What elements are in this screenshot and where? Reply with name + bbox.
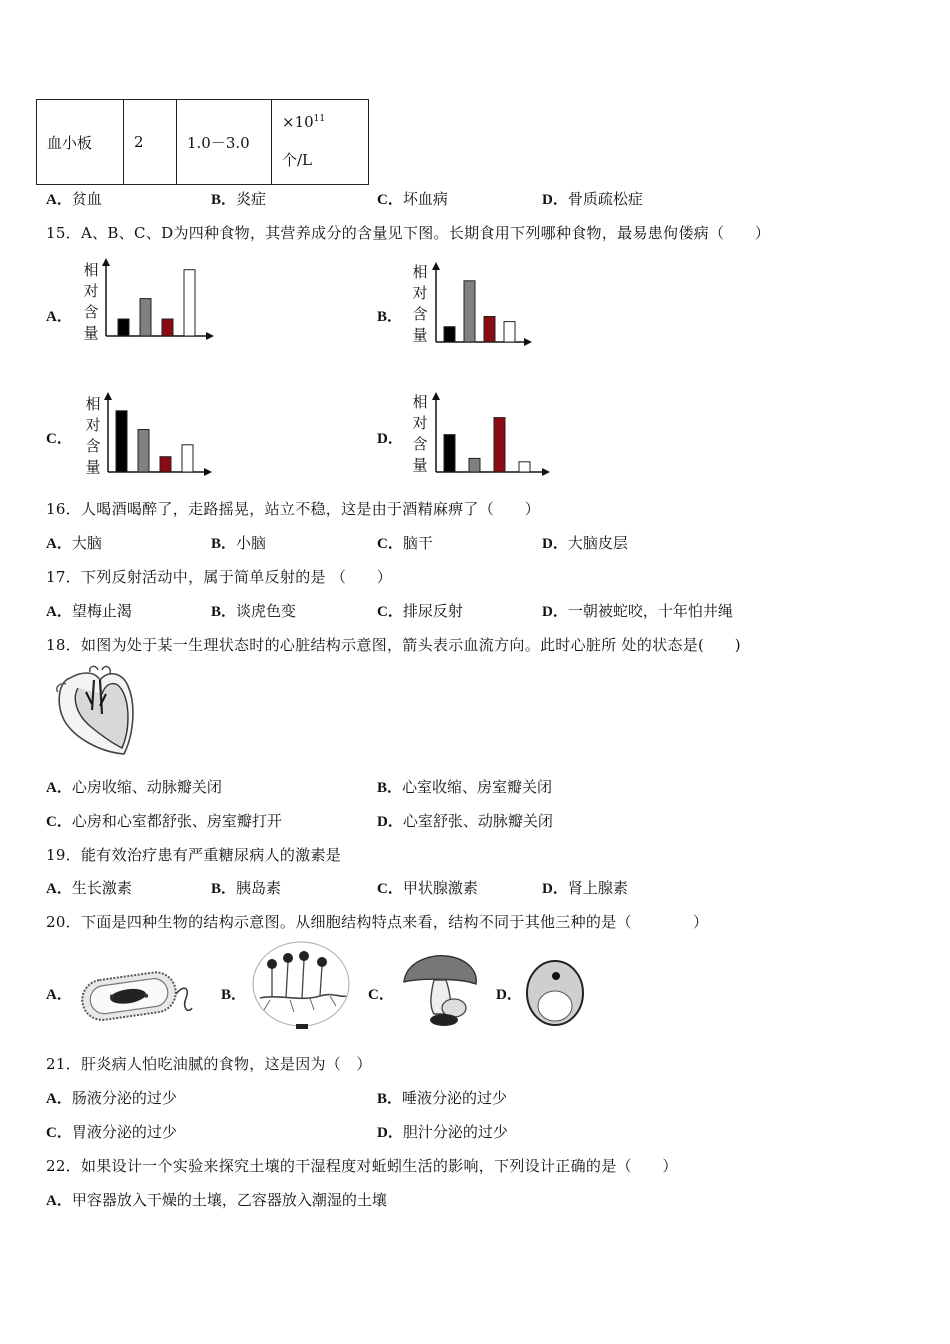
ylabel-char: 量 xyxy=(412,456,428,474)
heart-diagram xyxy=(50,664,138,756)
q21-option-a[interactable] xyxy=(46,1087,177,1108)
q19-stem: 19．能有效治疗患有严重糖尿病人的激素是 xyxy=(46,846,342,864)
q15-option-a-label[interactable]: A． xyxy=(46,309,72,325)
q14-option-b[interactable] xyxy=(211,188,266,209)
ylabel-char: 含 xyxy=(85,437,101,455)
q16-option-b[interactable] xyxy=(211,532,266,553)
table-row xyxy=(37,100,369,185)
y-axis-arrow xyxy=(432,392,440,400)
option-label: B． xyxy=(377,1091,403,1107)
bar xyxy=(118,319,129,336)
bar xyxy=(444,327,455,342)
q18-option-d[interactable] xyxy=(377,810,553,831)
option-label: D． xyxy=(542,536,568,552)
x-axis-arrow xyxy=(206,332,214,340)
ylabel-char: 对 xyxy=(83,282,99,300)
q17-option-a[interactable] xyxy=(46,600,132,621)
q15-option-d-label[interactable]: D． xyxy=(377,431,403,447)
q21-option-c[interactable] xyxy=(46,1121,177,1142)
q17-option-c[interactable] xyxy=(377,600,463,621)
option-label: C． xyxy=(377,192,403,208)
q16-option-c[interactable] xyxy=(377,532,433,553)
bar xyxy=(116,411,127,472)
ylabel-char: 含 xyxy=(412,435,428,453)
option-text: 谈虎色变 xyxy=(236,602,297,620)
option-text: 心室舒张、动脉瓣关闭 xyxy=(402,812,553,830)
option-text: 大脑皮层 xyxy=(567,534,628,552)
y-axis-arrow xyxy=(104,392,112,400)
q18-option-a[interactable] xyxy=(46,776,222,797)
option-text: 望梅止渴 xyxy=(71,602,132,620)
option-label: D． xyxy=(542,604,568,620)
option-label: C． xyxy=(377,604,403,620)
y-axis-arrow xyxy=(102,258,110,266)
unit-exp: 11 xyxy=(313,114,326,124)
option-text: 肾上腺素 xyxy=(567,879,628,897)
q22-stem: 22．如果设计一个实验来探究土壤的干湿程度对蚯蚓生活的影响，下列设计正确的是（ ） xyxy=(46,1157,678,1175)
option-text: 坏血病 xyxy=(402,190,448,208)
ylabel-char: 量 xyxy=(83,324,99,342)
ylabel-char: 相 xyxy=(83,261,99,279)
q20-option-a-label[interactable]: A． xyxy=(46,987,72,1003)
option-label: D． xyxy=(542,881,568,897)
option-label: D． xyxy=(377,814,403,830)
q16-option-d[interactable] xyxy=(542,532,628,553)
q15-stem: 15．A、B、C、D为四种食物，其营养成分的含量见下图。长期食用下列哪种食物，最易患佝偻病（ ） xyxy=(46,224,771,242)
option-label: A． xyxy=(46,1091,72,1107)
x-axis-arrow xyxy=(542,468,550,476)
q22-option-a[interactable] xyxy=(46,1189,387,1210)
mushroom-icon xyxy=(400,952,480,1028)
q21-option-d[interactable] xyxy=(377,1121,508,1142)
option-text: 心房和心室都舒张、房室瓣打开 xyxy=(71,812,282,830)
q18-option-b[interactable] xyxy=(377,776,552,797)
option-text: 炎症 xyxy=(236,190,267,208)
option-label: D． xyxy=(377,1125,403,1141)
chart-a-ylabel xyxy=(82,260,100,344)
ylabel-char: 量 xyxy=(412,326,428,344)
ylabel-char: 对 xyxy=(412,284,428,302)
option-text: 骨质疏松症 xyxy=(567,190,643,208)
bar xyxy=(182,445,193,472)
bar xyxy=(464,281,475,342)
q19-option-b[interactable] xyxy=(211,877,281,898)
chart-b-ylabel xyxy=(411,262,429,346)
q16-option-a[interactable] xyxy=(46,532,102,553)
option-text: 肠液分泌的过少 xyxy=(71,1089,177,1107)
q15-option-b-label[interactable]: B． xyxy=(377,309,403,325)
option-label: B． xyxy=(211,604,237,620)
cell-icon xyxy=(524,958,586,1028)
table-cell-name: 血小板 xyxy=(37,100,124,185)
bar xyxy=(140,299,151,336)
option-label: C． xyxy=(377,881,403,897)
bar xyxy=(519,462,530,472)
ylabel-char: 相 xyxy=(85,395,101,413)
option-text: 一朝被蛇咬，十年怕井绳 xyxy=(567,602,733,620)
bar xyxy=(184,270,195,336)
q17-stem: 17．下列反射活动中，属于简单反射的是 （ ） xyxy=(46,568,393,586)
chart-d xyxy=(432,392,550,476)
option-label: D． xyxy=(542,192,568,208)
q18-stem: 18．如图为处于某一生理状态时的心脏结构示意图，箭头表示血流方向。此时心脏所 处的状态是( ) xyxy=(46,636,741,654)
option-label: B． xyxy=(377,780,403,796)
bar xyxy=(494,418,505,472)
option-label: A． xyxy=(46,536,72,552)
ylabel-char: 相 xyxy=(412,263,428,281)
q19-option-d[interactable] xyxy=(542,877,628,898)
q15-option-c-label[interactable]: C． xyxy=(46,431,72,447)
bar xyxy=(138,430,149,473)
option-text: 小脑 xyxy=(236,534,267,552)
bar xyxy=(469,458,480,472)
option-text: 胆汁分泌的过少 xyxy=(402,1123,508,1141)
q14-option-d[interactable] xyxy=(542,188,643,209)
q20-option-b-label[interactable]: B． xyxy=(221,987,247,1003)
option-text: 心房收缩、动脉瓣关闭 xyxy=(71,778,222,796)
ylabel-char: 量 xyxy=(85,458,101,476)
table-cell-unit xyxy=(272,100,369,185)
option-label: A． xyxy=(46,780,72,796)
q21-option-b[interactable] xyxy=(377,1087,507,1108)
bar xyxy=(484,317,495,343)
q16-stem: 16．人喝酒喝醉了，走路摇晃，站立不稳，这是由于酒精麻痹了（ ） xyxy=(46,500,540,518)
q18-option-c[interactable] xyxy=(46,810,282,831)
option-text: 排尿反射 xyxy=(402,602,463,620)
bar xyxy=(504,322,515,342)
chart-a xyxy=(102,258,214,342)
q20-stem: 20．下面是四种生物的结构示意图。从细胞结构特点来看，结构不同于其他三种的是（ ） xyxy=(46,913,709,931)
ylabel-char: 对 xyxy=(85,416,101,434)
q21-stem: 21．肝炎病人怕吃油腻的食物，这是因为（ ） xyxy=(46,1055,372,1073)
q14-option-a[interactable] xyxy=(46,188,102,209)
option-label: B． xyxy=(211,881,237,897)
blood-cell-table xyxy=(36,99,369,185)
ylabel-char: 含 xyxy=(412,305,428,323)
unit-base: ×10 xyxy=(282,113,314,131)
ylabel-char: 相 xyxy=(412,393,428,411)
q19-option-a[interactable] xyxy=(46,877,132,898)
q14-option-c[interactable] xyxy=(377,188,448,209)
mold-icon xyxy=(250,940,352,1030)
q17-option-b[interactable] xyxy=(211,600,296,621)
option-label: C． xyxy=(46,1125,72,1141)
bacterium-icon xyxy=(76,964,194,1024)
q20-option-d-label[interactable]: D． xyxy=(496,987,522,1003)
bar xyxy=(162,319,173,336)
option-text: 大脑 xyxy=(71,534,102,552)
option-text: 唾液分泌的过少 xyxy=(402,1089,508,1107)
x-axis-arrow xyxy=(524,338,532,346)
option-label: A． xyxy=(46,881,72,897)
chart-d-ylabel xyxy=(411,392,429,476)
option-text: 生长激素 xyxy=(71,879,132,897)
option-label: B． xyxy=(211,192,237,208)
option-text: 贫血 xyxy=(71,190,102,208)
unit-per: 个/L xyxy=(282,151,313,169)
q20-option-c-label[interactable]: C． xyxy=(368,987,394,1003)
option-label: C． xyxy=(46,814,72,830)
option-label: C． xyxy=(377,536,403,552)
table-cell-range: 1.0－3.0 xyxy=(177,100,272,185)
ylabel-char: 对 xyxy=(412,414,428,432)
y-axis-arrow xyxy=(432,262,440,270)
option-text: 甲状腺激素 xyxy=(402,879,478,897)
bar xyxy=(444,435,455,472)
option-text: 胰岛素 xyxy=(236,879,282,897)
option-text: 脑干 xyxy=(402,534,433,552)
chart-c xyxy=(104,392,212,476)
bar xyxy=(160,457,171,472)
chart-c-ylabel xyxy=(84,394,102,478)
option-label: A． xyxy=(46,192,72,208)
ylabel-char: 含 xyxy=(83,303,99,321)
q17-option-d[interactable] xyxy=(542,600,733,621)
option-label: B． xyxy=(211,536,237,552)
option-label: A． xyxy=(46,604,72,620)
x-axis-arrow xyxy=(204,468,212,476)
option-label: A． xyxy=(46,1193,72,1209)
chart-b xyxy=(432,262,532,346)
option-text: 心室收缩、房室瓣关闭 xyxy=(402,778,553,796)
option-text: 甲容器放入干燥的土壤，乙容器放入潮湿的土壤 xyxy=(71,1191,387,1209)
q19-option-c[interactable] xyxy=(377,877,478,898)
table-cell-code: 2 xyxy=(124,100,177,185)
option-text: 胃液分泌的过少 xyxy=(71,1123,177,1141)
